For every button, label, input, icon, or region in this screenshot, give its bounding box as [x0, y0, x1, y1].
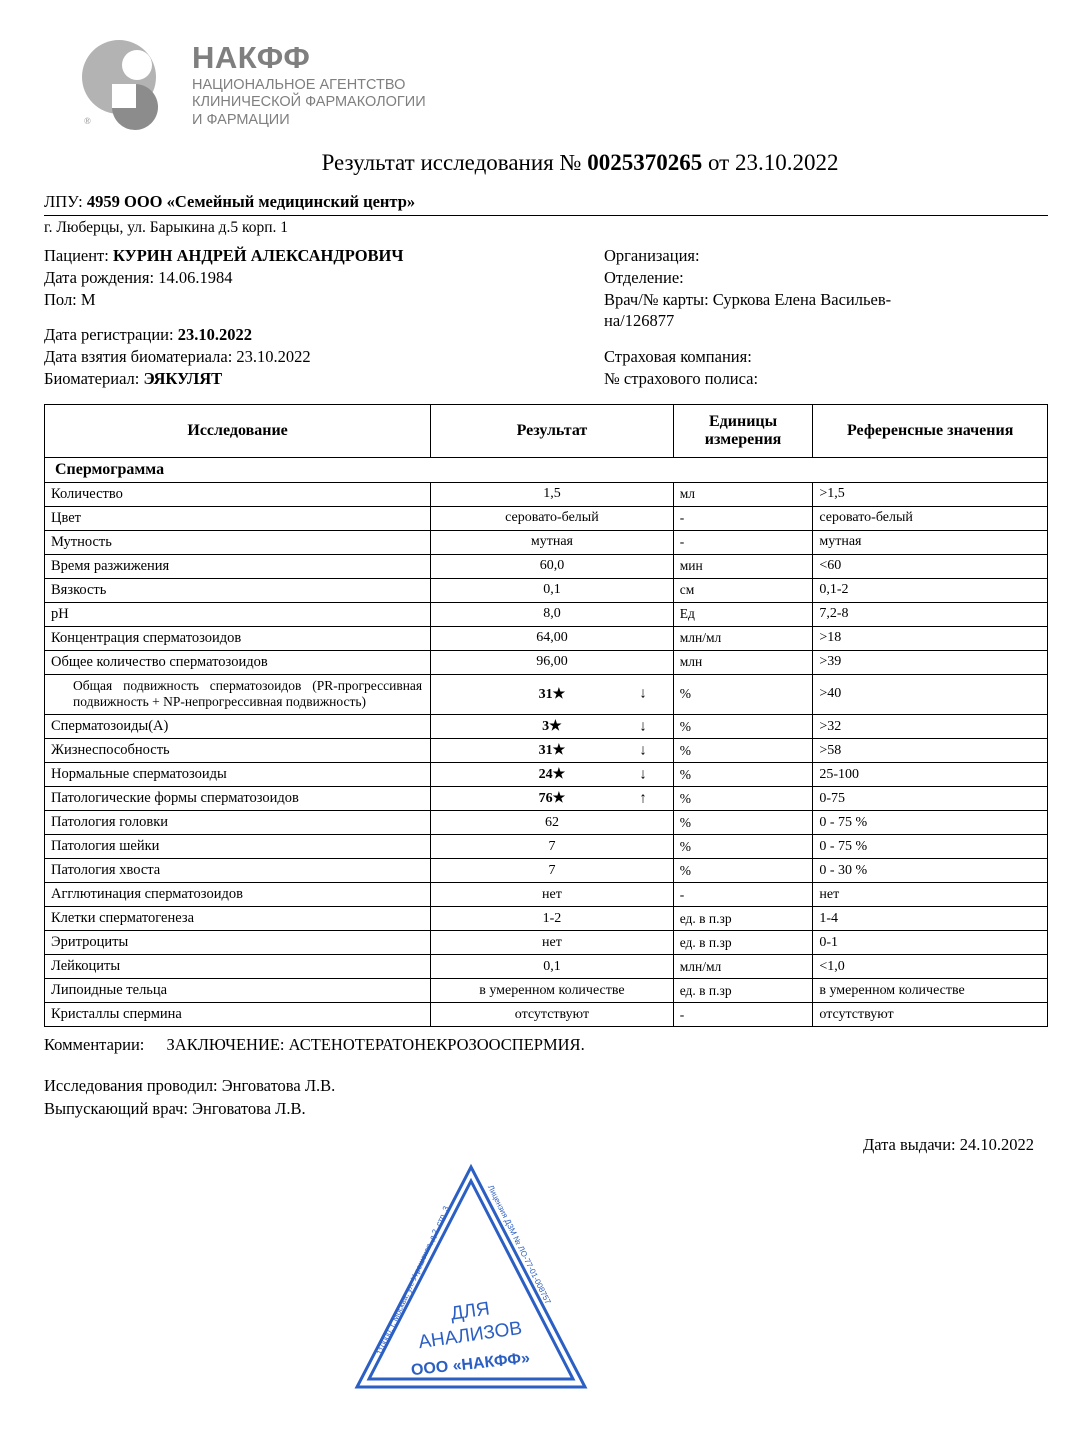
row-reference: >39 — [813, 650, 1048, 674]
result-date: 23.10.2022 — [734, 150, 839, 175]
issue-date: Дата выдачи: 24.10.2022 — [862, 1134, 1034, 1154]
row-result — [431, 715, 674, 739]
row-reference: >58 — [813, 739, 1048, 763]
registration-date: 23.10.2022 — [177, 325, 252, 345]
row-result-value: 0,1 — [543, 958, 561, 974]
table-row — [45, 955, 1048, 979]
svg-text:АНАЛИЗОВ: АНАЛИЗОВ — [417, 1317, 524, 1354]
row-reference: 0 - 75 % — [813, 811, 1048, 835]
row-result — [431, 530, 674, 554]
row-investigation-name: Нормальные сперматозоиды — [45, 763, 431, 787]
triangular-stamp-icon — [354, 1161, 589, 1393]
row-unit: % — [673, 835, 813, 859]
row-investigation-name: Кристаллы спермина — [45, 1003, 431, 1027]
row-unit: млн/мл — [673, 955, 813, 979]
row-reference: 0 - 75 % — [813, 835, 1048, 859]
table-row — [45, 835, 1048, 859]
row-result — [431, 554, 674, 578]
header-reference: Референсные значения — [813, 404, 1048, 457]
table-row — [45, 979, 1048, 1003]
row-result-value: 8,0 — [543, 606, 561, 622]
row-result — [431, 482, 674, 506]
patient-column — [44, 245, 604, 390]
row-result — [431, 578, 674, 602]
row-investigation-name: Общее количество сперматозоидов — [45, 650, 431, 674]
row-reference: в умеренном количестве — [813, 979, 1048, 1003]
row-result-value: 0,1 — [543, 582, 561, 598]
clinic-address: г. Люберцы, ул. Барыкина д.5 корп. 1 — [44, 219, 289, 236]
comments-text: ЗАКЛЮЧЕНИЕ: АСТЕНОТЕРАТОНЕКРОЗООСПЕРМИЯ. — [166, 1035, 585, 1055]
organization-column — [604, 245, 1034, 390]
insurance-label: Страховая компания: — [604, 347, 752, 367]
row-result — [431, 602, 674, 626]
row-reference: отсутствуют — [813, 1003, 1048, 1027]
row-result-value: 60,0 — [539, 558, 565, 574]
row-unit: % — [673, 859, 813, 883]
row-result-value: в умеренном количестве — [479, 982, 625, 998]
row-investigation-name: Количество — [45, 482, 431, 506]
row-reference: >18 — [813, 626, 1048, 650]
svg-text:ООО «НАКФФ»: ООО «НАКФФ» — [410, 1349, 531, 1380]
table-row — [45, 931, 1048, 955]
row-result-value: 24★ — [538, 767, 566, 783]
row-result-value: 1-2 — [542, 910, 562, 926]
row-investigation-name: Жизнеспособность — [45, 739, 431, 763]
header-units-line1: Единицы — [708, 412, 778, 430]
table-row — [45, 506, 1048, 530]
table-row — [45, 530, 1048, 554]
row-reference: 7,2-8 — [813, 602, 1048, 626]
doctor-name: Суркова Елена Васильев- — [712, 289, 892, 309]
header-investigation: Исследование — [45, 404, 431, 457]
sampling-date: 23.10.2022 — [236, 347, 311, 367]
stamp-area — [36, 1161, 1044, 1431]
row-unit: ед. в п.зр — [673, 979, 813, 1003]
row-result — [431, 931, 674, 955]
table-row — [45, 739, 1048, 763]
row-reference: 0 - 30 % — [813, 859, 1048, 883]
table-header-row — [45, 404, 1048, 457]
doctor-label: Врач/№ карты: — [604, 289, 709, 309]
row-deviation-arrow-icon: ↓ — [639, 685, 647, 702]
svg-text:ДЛЯ: ДЛЯ — [449, 1298, 492, 1325]
biomaterial-label: Биоматериал: — [44, 368, 140, 388]
row-result-value: нет — [542, 934, 562, 950]
row-deviation-arrow-icon: ↓ — [639, 766, 647, 783]
row-reference: >1,5 — [813, 482, 1048, 506]
row-result — [431, 650, 674, 674]
department-label: Отделение: — [604, 267, 684, 287]
row-investigation-name: Сперматозоиды(A) — [45, 715, 431, 739]
row-result-value: 96,00 — [536, 654, 568, 670]
row-deviation-arrow-icon: ↓ — [639, 718, 647, 735]
row-unit: мл — [673, 482, 813, 506]
row-result — [431, 739, 674, 763]
row-investigation-name: Патология хвоста — [45, 859, 431, 883]
row-unit: % — [673, 739, 813, 763]
row-investigation-name: Лейкоциты — [45, 955, 431, 979]
row-result — [431, 787, 674, 811]
row-investigation-name: Патология головки — [45, 811, 431, 835]
row-investigation-name: pH — [45, 602, 431, 626]
row-reference: 0-1 — [813, 931, 1048, 955]
performed-by: Исследования проводил: Энговатова Л.В. — [44, 1076, 336, 1096]
table-row — [45, 554, 1048, 578]
brand-subtitle-line-1: НАЦИОНАЛЬНОЕ АГЕНТСТВО — [192, 76, 406, 93]
row-result-value: 1,5 — [543, 486, 561, 502]
row-investigation-name: Концентрация сперматозоидов — [45, 626, 431, 650]
table-row — [45, 787, 1048, 811]
row-result-value: отсутствуют — [514, 1006, 590, 1022]
row-result — [431, 883, 674, 907]
patient-info — [36, 245, 1044, 390]
clinic-block — [36, 192, 1044, 237]
row-unit: ед. в п.зр — [673, 907, 813, 931]
patient-name-label: Пациент: — [44, 246, 109, 265]
row-unit: см — [673, 578, 813, 602]
row-result-value: 3★ — [542, 719, 562, 735]
row-result-value: 7 — [548, 838, 556, 854]
row-unit: % — [673, 674, 813, 715]
results-table — [44, 404, 1048, 1028]
sex-label: Пол: — [44, 289, 77, 309]
row-investigation-name: Клетки сперматогенеза — [45, 907, 431, 931]
row-result — [431, 907, 674, 931]
table-row — [45, 602, 1048, 626]
row-result-value: мутная — [530, 534, 573, 550]
table-row — [45, 482, 1048, 506]
clinic-name: 4959 ООО «Семейный медицинский центр» — [86, 192, 416, 211]
table-row — [45, 578, 1048, 602]
row-investigation-name: Патологические формы сперматозоидов — [45, 787, 431, 811]
sampling-label: Дата взятия биоматериала: — [44, 347, 233, 367]
birth-label: Дата рождения: — [44, 267, 155, 287]
row-investigation-name: Вязкость — [45, 578, 431, 602]
svg-text:Лицензия ДЗМ № ЛО-77-01-008757: Лицензия ДЗМ № ЛО-77-01-008757 — [485, 1183, 553, 1306]
row-result-value: 31★ — [538, 686, 566, 702]
row-deviation-arrow-icon: ↑ — [639, 790, 647, 807]
row-result-value: 64,00 — [536, 630, 568, 646]
row-unit: % — [673, 763, 813, 787]
row-reference: <60 — [813, 554, 1048, 578]
brand-subtitle-line-3: И ФАРМАЦИИ — [192, 111, 290, 128]
row-unit: млн/мл — [673, 626, 813, 650]
row-reference: >32 — [813, 715, 1048, 739]
row-result-value: серовато-белый — [505, 510, 599, 526]
row-unit: мин — [673, 554, 813, 578]
row-investigation-name: Эритроциты — [45, 931, 431, 955]
row-unit: % — [673, 787, 813, 811]
table-section-row — [45, 457, 1048, 482]
row-result — [431, 626, 674, 650]
row-result — [431, 674, 674, 715]
row-result — [431, 763, 674, 787]
birth-date: 14.06.1984 — [158, 267, 233, 287]
comments-row — [36, 1035, 1044, 1055]
svg-text:110000, г. Москва, ул. Угрешск: 110000, г. Москва, ул. Угрешская, д.2, стр. 3 — [374, 1204, 451, 1357]
row-reference: мутная — [813, 530, 1048, 554]
sex-value: М — [80, 289, 96, 309]
table-row — [45, 674, 1048, 715]
performers-block — [36, 1075, 1044, 1121]
row-investigation-name: Общая подвижность сперматозоидов (PR-прогрессивная подвижность + NP-непрогрессивная подвижность) — [45, 674, 431, 715]
comments-label: Комментарии: — [44, 1035, 145, 1055]
result-number: 0025370265 — [587, 150, 703, 175]
biomaterial-value: ЭЯКУЛЯТ — [143, 368, 223, 388]
row-unit: % — [673, 811, 813, 835]
section-title: Спермограмма — [45, 457, 1048, 482]
row-investigation-name: Цвет — [45, 506, 431, 530]
row-result-value: 7 — [548, 862, 556, 878]
table-body — [45, 457, 1048, 1027]
table-row — [45, 715, 1048, 739]
brand-name: НАКФФ — [192, 40, 311, 75]
registration-label: Дата регистрации: — [44, 325, 174, 345]
row-reference: >40 — [813, 674, 1048, 715]
row-result-value: нет — [542, 886, 562, 902]
row-result — [431, 955, 674, 979]
row-investigation-name: Агглютинация сперматозоидов — [45, 883, 431, 907]
organization-label: Организация: — [604, 246, 700, 265]
row-investigation-name: Липоидные тельца — [45, 979, 431, 1003]
table-row — [45, 883, 1048, 907]
brand-subtitle-line-2: КЛИНИЧЕСКОЙ ФАРМАКОЛОГИИ — [192, 94, 426, 111]
row-result-value: 76★ — [538, 791, 566, 807]
row-result-value: 31★ — [538, 743, 566, 759]
brand-text — [192, 38, 426, 130]
row-reference: <1,0 — [813, 955, 1048, 979]
row-investigation-name: Патология шейки — [45, 835, 431, 859]
row-reference: 25-100 — [813, 763, 1048, 787]
row-unit: - — [673, 1003, 813, 1027]
row-reference: нет — [813, 883, 1048, 907]
row-reference: 0-75 — [813, 787, 1048, 811]
row-unit: % — [673, 715, 813, 739]
row-unit: - — [673, 506, 813, 530]
table-row — [45, 763, 1048, 787]
title-prefix: Результат исследования № — [321, 150, 588, 175]
row-deviation-arrow-icon: ↓ — [639, 742, 647, 759]
registered-mark: ® — [84, 116, 91, 126]
table-row — [45, 907, 1048, 931]
row-reference: 1-4 — [813, 907, 1048, 931]
row-unit: - — [673, 883, 813, 907]
table-row — [45, 626, 1048, 650]
header-units-line2: измерения — [704, 430, 782, 448]
nakff-logo-icon — [82, 38, 178, 134]
table-row — [45, 811, 1048, 835]
row-unit: - — [673, 530, 813, 554]
row-unit: ед. в п.зр — [673, 931, 813, 955]
row-reference: серовато-белый — [813, 506, 1048, 530]
row-investigation-name: Мутность — [45, 530, 431, 554]
table-row — [45, 650, 1048, 674]
header-result: Результат — [431, 404, 674, 457]
clinic-label: ЛПУ: — [44, 192, 83, 211]
policy-label: № страхового полиса: — [604, 368, 759, 388]
row-result — [431, 859, 674, 883]
row-unit: млн — [673, 650, 813, 674]
title-middle: от — [702, 150, 735, 175]
page-title — [36, 150, 1044, 176]
header-units — [673, 404, 813, 457]
table-row — [45, 1003, 1048, 1027]
doctor-card-number: на/126877 — [604, 311, 675, 331]
row-result — [431, 811, 674, 835]
row-result — [431, 979, 674, 1003]
table-row — [45, 859, 1048, 883]
row-unit: Ед — [673, 602, 813, 626]
released-by: Выпускающий врач: Энговатова Л.В. — [44, 1099, 306, 1119]
brand-header — [36, 0, 1044, 134]
row-result-value: 62 — [544, 814, 559, 830]
row-result — [431, 1003, 674, 1027]
row-result — [431, 506, 674, 530]
patient-name: КУРИН АНДРЕЙ АЛЕКСАНДРОВИЧ — [112, 246, 404, 265]
row-result — [431, 835, 674, 859]
row-reference: 0,1-2 — [813, 578, 1048, 602]
row-investigation-name: Время разжижения — [45, 554, 431, 578]
